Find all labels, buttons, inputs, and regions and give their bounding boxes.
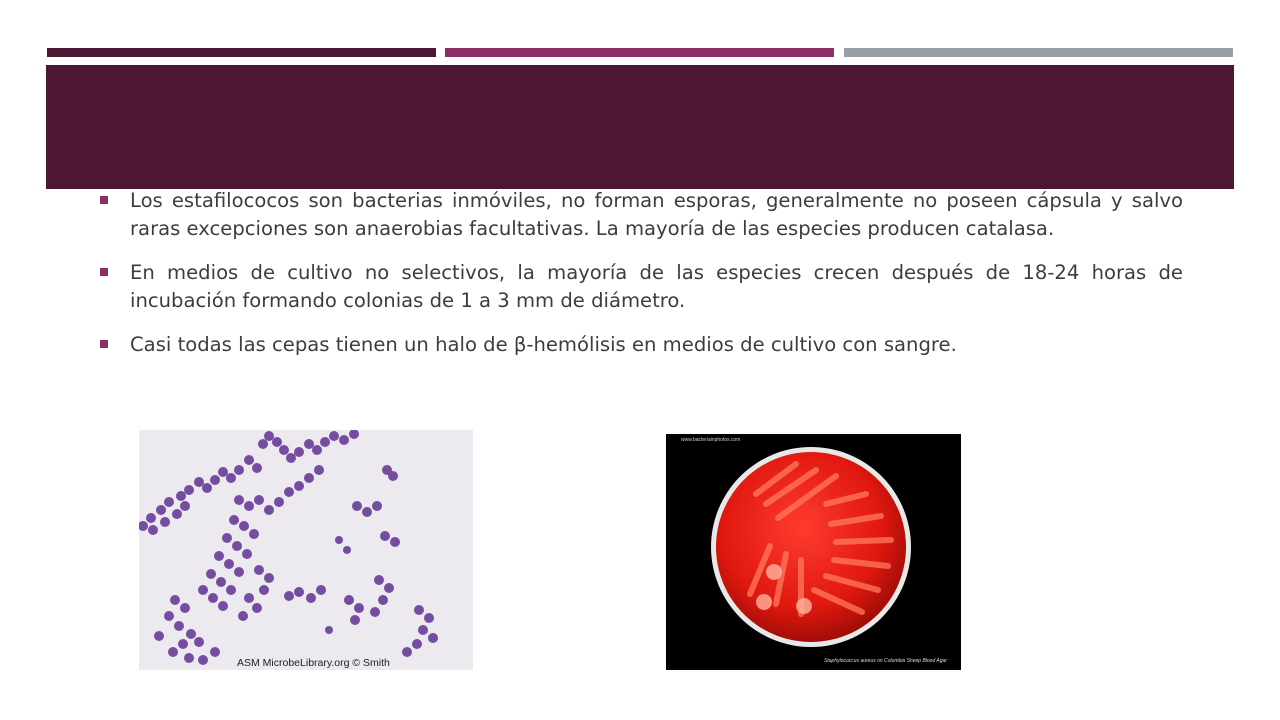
bullet-text: Casi todas las cepas tienen un halo de β-hemólisis en medios de cultivo con sangre. [130, 333, 957, 356]
bullet-item [97, 259, 1183, 315]
square-bullet-icon [100, 340, 108, 348]
image-caption: Staphylococcus aureus on Columbia Sheep Blood Agar [824, 658, 947, 664]
cocci-clusters-illustration [139, 430, 473, 670]
title-band [46, 65, 1234, 189]
accent-bar-magenta [445, 48, 834, 57]
accent-bar-gray [844, 48, 1233, 57]
petri-dish-illustration [666, 434, 961, 670]
square-bullet-icon [100, 268, 108, 276]
micrograph-image [139, 430, 473, 670]
blood-agar-image [666, 434, 961, 670]
bullet-item [97, 187, 1183, 243]
image-caption: ASM MicrobeLibrary.org © Smith [237, 657, 390, 669]
bullet-text: Los estafilococos son bacterias inmóviles, no forman esporas, generalmente no poseen cápsula y salvo raras excepciones son anaerobias facultativas. La mayoría de las especies producen catalasa. [130, 189, 1183, 240]
accent-bar-dark [47, 48, 436, 57]
bullet-item [97, 331, 1183, 359]
bullet-text: En medios de cultivo no selectivos, la mayoría de las especies crecen después de 18-24 horas de incubación formando colonias de 1 a 3 mm de diámetro. [130, 261, 1183, 312]
bullet-list [97, 187, 1183, 375]
website-watermark: www.bacteriainphotos.com [681, 437, 741, 443]
square-bullet-icon [100, 196, 108, 204]
